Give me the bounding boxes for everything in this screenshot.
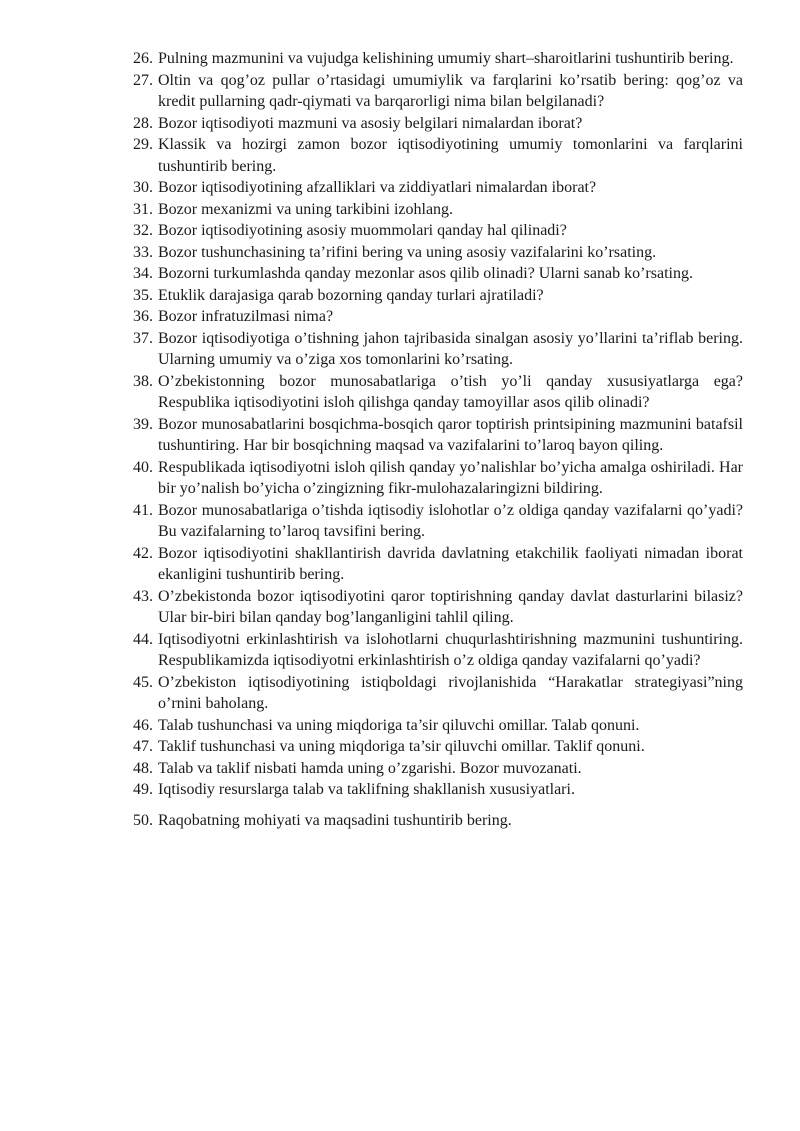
question-text: Bozor iqtisodiyotining asosiy muommolari qanday hal qilinadi? xyxy=(158,222,567,239)
question-item xyxy=(133,414,743,457)
question-number: 37. xyxy=(133,329,153,347)
question-text: Pulning mazmunini va vujudga kelishining umumiy shart–sharoitlarini tushuntirib bering. xyxy=(158,50,734,67)
question-item xyxy=(133,113,743,135)
question-item xyxy=(133,70,743,113)
question-item xyxy=(133,371,743,414)
question-number: 49. xyxy=(133,781,153,798)
question-item xyxy=(133,500,743,543)
question-item xyxy=(133,543,743,586)
question-item xyxy=(133,177,743,199)
question-text: Bozor munosabatlarini bosqichma-bosqich qaror toptirish printsipining mazmunini batafsil tushuntiring. Har bir bosqichning maqsad va vazifalarini to’laroq bayon qiling. xyxy=(158,415,743,454)
question-item xyxy=(133,629,743,672)
question-text: Bozor iqtisodiyoti mazmuni va asosiy belgilari nimalardan iborat? xyxy=(158,114,583,132)
question-number: 44. xyxy=(133,630,153,648)
question-item xyxy=(133,263,743,285)
question-item xyxy=(133,306,743,328)
question-text: Talab tushunchasi va uning miqdoriga ta’sir qiluvchi omillar. Talab qonuni. xyxy=(158,716,640,734)
question-item xyxy=(133,736,743,758)
question-text: O’zbekiston iqtisodiyotining istiqboldagi rivojlanishida “Harakatlar strategiyasi”ning o’rnini baholang. xyxy=(158,673,743,712)
question-text: O’zbekistonda bozor iqtisodiyotini qaror toptirishning qanday davlat dasturlarini bilasiz? Ular bir-biri bilan qanday bog’langanligini tahlil qiling. xyxy=(158,587,743,626)
question-number: 46. xyxy=(133,716,153,734)
question-text: Respublikada iqtisodiyotni isloh qilish qanday yo’nalishlar bo’yicha amalga oshiriladi. Har bir yo’nalish bo’yicha o’zingizning fikr-mulohazalaringizni bildiring. xyxy=(158,458,743,497)
question-item xyxy=(133,328,743,371)
question-text: Raqobatning mohiyati va maqsadini tushuntirib bering. xyxy=(158,811,512,829)
question-number: 34. xyxy=(133,265,153,282)
question-number: 38. xyxy=(133,372,153,390)
question-number: 32. xyxy=(133,222,153,239)
question-number: 47. xyxy=(133,738,153,755)
question-item xyxy=(133,810,743,832)
question-number: 30. xyxy=(133,179,153,196)
question-text: Bozor mexanizmi va uning tarkibini izohlang. xyxy=(158,200,454,218)
question-number: 40. xyxy=(133,458,153,476)
question-item xyxy=(133,220,743,242)
question-text: O’zbekistonning bozor munosabatlariga o’tish yo’li qanday xususiyatlarga ega? Respublika iqtisodiyotini isloh qilishga qanday tamoyillar asos qilib olinadi? xyxy=(158,372,743,411)
question-item xyxy=(133,586,743,629)
question-number: 26. xyxy=(133,50,153,67)
question-text: Bozor iqtisodiyotini shakllantirish davrida davlatning etakchilik faoliyati nimadan iborat ekanligini tushuntirib bering. xyxy=(158,544,743,583)
question-text: Iqtisodiyotni erkinlashtirish va islohotlarni chuqurlashtirishning mazmunini tushuntiring. Respublikamizda iqtisodiyotni erkinlashtirish o’z oldiga qanday vazifalarni qo’yadi? xyxy=(158,630,743,669)
question-text: Bozor munosabatlariga o’tishda iqtisodiy islohotlar o’z oldiga qanday vazifalarni qo’yadi? Bu vazifalarning to’laroq tavsifini bering. xyxy=(158,501,743,540)
question-text: Iqtisodiy resurslarga talab va taklifning shakllanish xususiyatlari. xyxy=(158,781,575,798)
question-list xyxy=(133,48,743,831)
question-number: 29. xyxy=(133,136,153,153)
question-item xyxy=(133,199,743,221)
question-text: Taklif tushunchasi va uning miqdoriga ta’sir qiluvchi omillar. Taklif qonuni. xyxy=(158,738,645,755)
question-number: 31. xyxy=(133,200,153,218)
question-item xyxy=(133,242,743,264)
question-item xyxy=(133,715,743,737)
question-number: 36. xyxy=(133,308,153,325)
question-text: Oltin va qog’oz pullar o’rtasidagi umumiylik va farqlarini ko’rsatib bering: qog’oz va kredit pullarning qadr-qiymati va barqarorligi nima bilan belgilanadi? xyxy=(158,71,743,110)
question-item xyxy=(133,779,743,801)
question-text: Bozor infratuzilmasi nima? xyxy=(158,308,334,325)
question-item xyxy=(133,758,743,780)
question-number: 42. xyxy=(133,544,153,562)
question-text: Bozorni turkumlashda qanday mezonlar asos qilib olinadi? Ularni sanab ko’rsating. xyxy=(158,265,693,282)
question-number: 43. xyxy=(133,587,153,605)
question-number: 33. xyxy=(133,243,153,261)
question-number: 50. xyxy=(133,811,153,829)
question-number: 39. xyxy=(133,415,153,433)
question-number: 35. xyxy=(133,286,153,304)
question-number: 41. xyxy=(133,501,153,519)
question-item xyxy=(133,672,743,715)
question-number: 48. xyxy=(133,759,153,777)
question-item xyxy=(133,285,743,307)
question-item xyxy=(133,457,743,500)
question-number: 28. xyxy=(133,114,153,132)
question-text: Bozor iqtisodiyotining afzalliklari va ziddiyatlari nimalardan iborat? xyxy=(158,179,597,196)
question-text: Klassik va hozirgi zamon bozor iqtisodiyotining umumiy tomonlarini va farqlarini tushuntirib bering. xyxy=(158,136,743,175)
question-number: 27. xyxy=(133,71,153,89)
question-text: Bozor tushunchasining ta’rifini bering va uning asosiy vazifalarini ko’rsating. xyxy=(158,243,657,261)
question-item xyxy=(133,134,743,177)
question-text: Bozor iqtisodiyotiga o’tishning jahon tajribasida sinalgan asosiy yo’llarini ta’riflab bering. Ularning umumiy va o’ziga xos tomonlarini ko’rsating. xyxy=(158,329,743,368)
question-text: Talab va taklif nisbati hamda uning o’zgarishi. Bozor muvozanati. xyxy=(158,759,582,777)
question-item xyxy=(133,48,743,70)
question-text: Etuklik darajasiga qarab bozorning qanday turlari ajratiladi? xyxy=(158,286,544,304)
question-number: 45. xyxy=(133,673,153,691)
